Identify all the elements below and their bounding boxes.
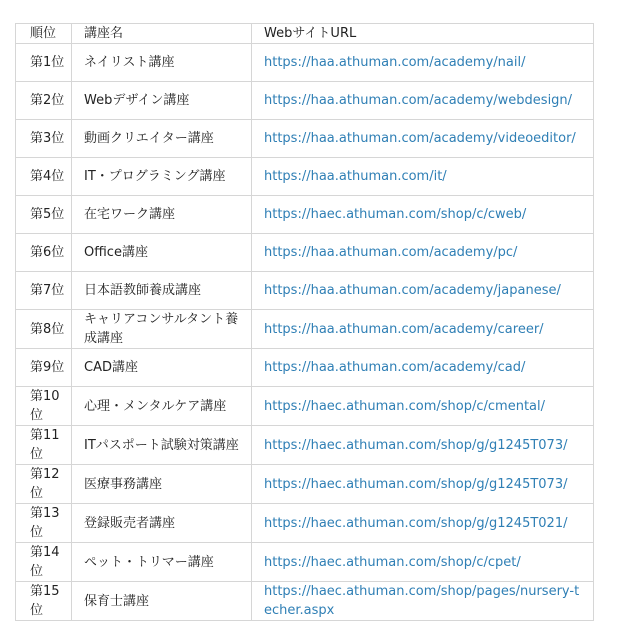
course-name-column-header: 講座名 — [72, 24, 252, 44]
course-name: ペット・トリマー講座 — [84, 554, 214, 570]
course-name-cell — [72, 44, 252, 82]
table-row-11 — [16, 426, 594, 465]
rank-cell: 第15位 — [16, 582, 72, 621]
course-url-link[interactable]: https://haec.athuman.com/shop/g/g1245T021/ — [264, 515, 568, 531]
table-row-10 — [16, 387, 594, 426]
table-row-14 — [16, 543, 594, 582]
course-url-link[interactable]: https://haa.athuman.com/academy/pc/ — [264, 245, 518, 260]
course-name-cell — [72, 158, 252, 196]
table-header-row — [16, 24, 594, 44]
course-name-cell — [72, 349, 252, 387]
rank-cell: 第2位 — [16, 82, 72, 120]
rank-cell: 第8位 — [16, 310, 72, 349]
course-name: Webデザイン講座 — [84, 93, 190, 108]
course-name: 医療事務講座 — [84, 476, 163, 492]
table-row-4 — [16, 158, 594, 196]
table-row-6 — [16, 234, 594, 272]
course-name-cell — [72, 310, 252, 349]
url-column-header: WebサイトURL — [252, 24, 594, 44]
rank-cell: 第14位 — [16, 543, 72, 582]
table-row-2 — [16, 82, 594, 120]
url-cell — [252, 465, 594, 504]
course-url-link[interactable]: https://haa.athuman.com/academy/career/ — [264, 321, 544, 337]
table-row-15 — [16, 582, 594, 621]
course-name-cell — [72, 387, 252, 426]
course-name-cell — [72, 196, 252, 234]
url-cell — [252, 387, 594, 426]
url-cell — [252, 426, 594, 465]
course-name-cell — [72, 465, 252, 504]
course-name: Office講座 — [84, 245, 148, 260]
course-name-cell — [72, 504, 252, 543]
rank-cell: 第13位 — [16, 504, 72, 543]
url-cell — [252, 82, 594, 120]
table-row-3 — [16, 120, 594, 158]
url-cell — [252, 582, 594, 621]
course-name-cell — [72, 82, 252, 120]
rank-cell: 第10位 — [16, 387, 72, 426]
course-url-link[interactable]: https://haec.athuman.com/shop/c/cmental/ — [264, 398, 545, 414]
course-url-link[interactable]: https://haa.athuman.com/academy/videoeditor/ — [264, 131, 576, 146]
table-row-7 — [16, 272, 594, 310]
url-cell — [252, 196, 594, 234]
course-name: ITパスポート試験対策講座 — [84, 437, 239, 453]
url-cell — [252, 504, 594, 543]
course-ranking-table — [15, 23, 594, 621]
course-url-link[interactable]: https://haa.athuman.com/academy/japanese/ — [264, 283, 561, 298]
course-name-cell — [72, 234, 252, 272]
rank-cell: 第3位 — [16, 120, 72, 158]
course-name-cell — [72, 543, 252, 582]
table-row-9 — [16, 349, 594, 387]
course-name-cell — [72, 426, 252, 465]
course-url-link[interactable]: https://haec.athuman.com/shop/pages/nursery-techer.aspx — [264, 584, 580, 618]
table-row-12 — [16, 465, 594, 504]
course-url-link[interactable]: https://haec.athuman.com/shop/c/cweb/ — [264, 207, 527, 222]
rank-cell: 第5位 — [16, 196, 72, 234]
course-name: 心理・メンタルケア講座 — [84, 398, 227, 414]
rank-cell: 第11位 — [16, 426, 72, 465]
url-cell — [252, 234, 594, 272]
course-url-link[interactable]: https://haa.athuman.com/academy/nail/ — [264, 55, 526, 70]
url-cell — [252, 44, 594, 82]
course-url-link[interactable]: https://haec.athuman.com/shop/g/g1245T073/ — [264, 437, 568, 453]
url-cell — [252, 120, 594, 158]
course-ranking-table-container — [15, 23, 593, 621]
table-row-1 — [16, 44, 594, 82]
url-cell — [252, 272, 594, 310]
course-name-cell — [72, 272, 252, 310]
course-url-link[interactable]: https://haa.athuman.com/it/ — [264, 169, 447, 184]
url-cell — [252, 543, 594, 582]
url-cell — [252, 158, 594, 196]
rank-cell: 第9位 — [16, 349, 72, 387]
rank-cell: 第7位 — [16, 272, 72, 310]
course-name: IT・プログラミング講座 — [84, 169, 226, 184]
rank-cell: 第4位 — [16, 158, 72, 196]
course-url-link[interactable]: https://haa.athuman.com/academy/cad/ — [264, 360, 526, 375]
course-url-link[interactable]: https://haec.athuman.com/shop/c/cpet/ — [264, 554, 521, 570]
table-body — [16, 44, 594, 621]
course-name: 日本語教師養成講座 — [84, 283, 202, 298]
rank-cell: 第1位 — [16, 44, 72, 82]
course-name: 動画クリエイター講座 — [84, 131, 214, 146]
course-name: 登録販売者講座 — [84, 515, 176, 531]
table-row-13 — [16, 504, 594, 543]
rank-cell: 第6位 — [16, 234, 72, 272]
table-row-8 — [16, 310, 594, 349]
course-url-link[interactable]: https://haa.athuman.com/academy/webdesign/ — [264, 93, 573, 108]
url-cell — [252, 349, 594, 387]
course-name: 保育士講座 — [84, 593, 150, 609]
rank-cell: 第12位 — [16, 465, 72, 504]
course-name: CAD講座 — [84, 360, 138, 375]
course-name-cell — [72, 582, 252, 621]
course-url-link[interactable]: https://haec.athuman.com/shop/g/g1245T073/ — [264, 476, 568, 492]
url-cell — [252, 310, 594, 349]
table-row-5 — [16, 196, 594, 234]
rank-column-header: 順位 — [16, 24, 72, 44]
course-name-cell — [72, 120, 252, 158]
course-name: ネイリスト講座 — [84, 55, 175, 70]
course-name: キャリアコンサルタント養成講座 — [84, 312, 239, 346]
course-name: 在宅ワーク講座 — [84, 207, 176, 222]
